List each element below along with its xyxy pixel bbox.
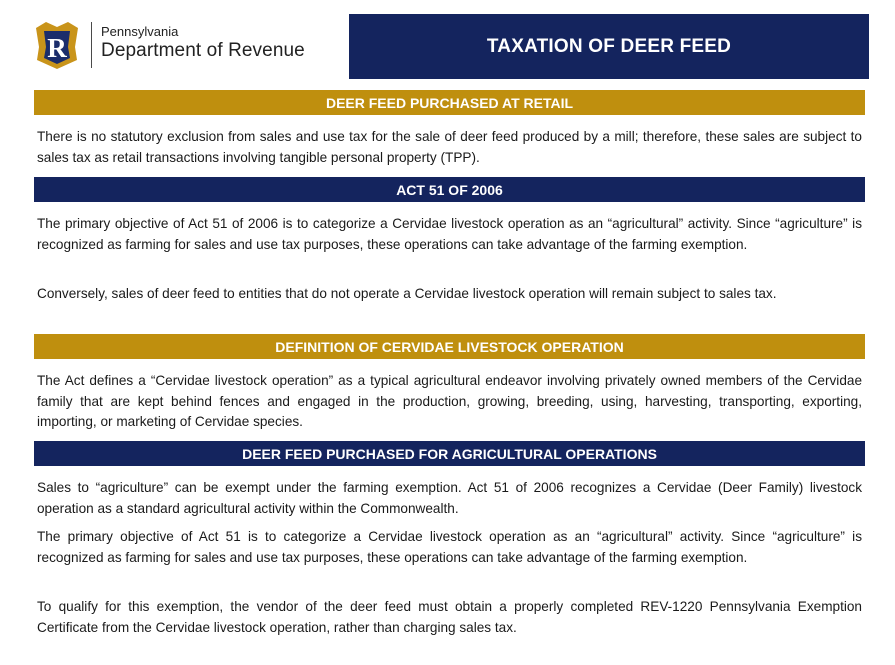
title-banner <box>349 14 869 79</box>
section-paragraph: Sales to “agriculture” can be exempt under the farming exemption. Act 51 of 2006 recognizes a Cervidae (Deer Family) livestock operation as a standard agricultural activity within the Commonwealth. <box>37 480 862 516</box>
logo-state-name: Pennsylvania <box>101 24 179 39</box>
section-paragraph: The primary objective of Act 51 of 2006 is to categorize a Cervidae livestock operation as an “agricultural” activity. Since “agriculture” is recognized as farming for sales and use tax purposes, these operations can take advantage of the farming exemption. <box>37 216 862 252</box>
page-title: TAXATION OF DEER FEED <box>486 35 732 57</box>
logo-text <box>101 24 305 63</box>
keystone-logo-icon <box>34 20 80 70</box>
section-paragraph: The primary objective of Act 51 is to categorize a Cervidae livestock operation as an “agricultural” activity. Since “agriculture” is recognized as farming for sales and use tax purposes, these operations can take advantage of the farming exemption. <box>37 529 862 565</box>
section-heading-definition <box>34 334 865 359</box>
section-heading-retail <box>34 90 865 115</box>
logo-letter: R <box>47 33 67 63</box>
section-paragraph: To qualify for this exemption, the vendor of the deer feed must obtain a properly completed REV-1220 Pennsylvania Exemption Certificate from the Cervidae livestock operation, rather than charging sales tax. <box>37 599 862 635</box>
logo-department-name: Department of Revenue <box>101 40 305 61</box>
logo-divider <box>91 22 92 68</box>
department-logo <box>34 20 334 72</box>
section-paragraph: The Act defines a “Cervidae livestock operation” as a typical agricultural endeavor involving privately owned members of the Cervidae family that are kept behind fences and engaged in the production, growing, breeding, using, harvesting, transporting, exporting, importing, or marketing of Cervidae species. <box>37 373 862 429</box>
section-heading-agricultural <box>34 441 865 466</box>
section-heading-act-51 <box>34 177 865 202</box>
section-paragraph: Conversely, sales of deer feed to entities that do not operate a Cervidae livestock operation will remain subject to sales tax. <box>37 286 777 301</box>
section-heading-text: DEER FEED PURCHASED AT RETAIL <box>325 94 574 111</box>
section-heading-text: DEER FEED PURCHASED FOR AGRICULTURAL OPERATIONS <box>242 445 657 462</box>
section-heading-text: DEFINITION OF CERVIDAE LIVESTOCK OPERATION <box>275 338 624 355</box>
section-paragraph: There is no statutory exclusion from sales and use tax for the sale of deer feed produced by a mill; therefore, these sales are subject to sales tax as retail transactions involving tangible personal property (TPP). <box>37 129 862 165</box>
section-heading-text: ACT 51 OF 2006 <box>396 181 503 198</box>
